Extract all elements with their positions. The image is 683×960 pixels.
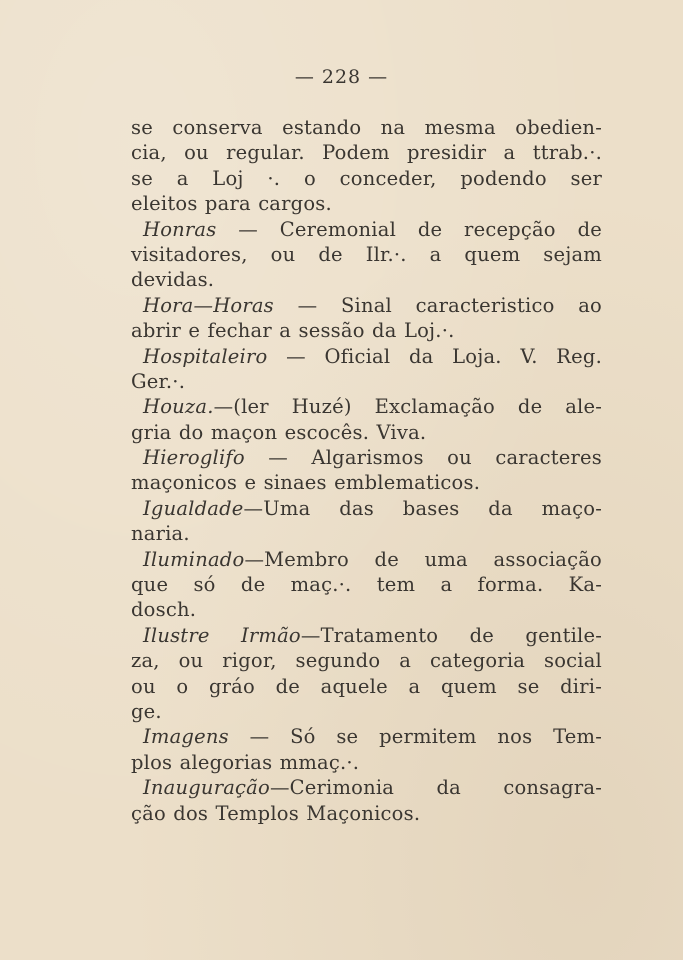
text-line	[131, 521, 602, 546]
glossary-entry-iluminado	[131, 547, 602, 572]
glossary-entry-igualdade	[131, 496, 602, 521]
line-text: dosch.	[131, 598, 197, 622]
entry-term: Hospitaleiro	[143, 344, 268, 368]
glossary-entry-honras	[131, 217, 602, 242]
text-line	[131, 648, 602, 673]
glossary-text	[131, 115, 602, 826]
line-text: — Oficial da Loja. V. Reg.	[267, 344, 602, 368]
line-text: Ger.·.	[131, 369, 186, 393]
text-line	[131, 267, 602, 292]
line-text: cia, ou regular. Podem presidir a ttrab.·.	[131, 141, 602, 165]
glossary-entry-imagens	[131, 724, 602, 749]
line-text: se conserva estando na mesma obedien-	[131, 116, 602, 139]
line-text: se a Loj ·. o conceder, podendo ser	[131, 166, 602, 190]
text-line	[131, 597, 602, 622]
page-number: — 228 —	[294, 66, 389, 88]
line-text: plos alegorias mmaç.·.	[131, 750, 360, 774]
line-text: abrir e fechar a sessão da Loj.·.	[131, 319, 455, 343]
text-line	[131, 115, 602, 140]
line-text: — Só se permitem nos Tem-	[228, 725, 602, 749]
line-text: —Tratamento de gentile-	[300, 623, 603, 647]
entry-term: Hieroglifo	[143, 446, 245, 470]
text-line	[131, 140, 602, 165]
text-line	[131, 470, 602, 495]
line-text: —Membro de uma associação	[244, 547, 602, 571]
line-text: — Ceremonial de recepção de	[216, 217, 602, 241]
text-line	[131, 369, 602, 394]
text-line	[131, 750, 602, 775]
entry-term: Igualdade	[143, 496, 244, 520]
line-text: — Algarismos ou caracteres	[244, 446, 602, 470]
glossary-entry-houza	[131, 394, 602, 419]
glossary-entry-hora-horas	[131, 293, 602, 318]
line-text: —Cerimonia da consagra-	[269, 776, 602, 800]
line-text: eleitos para cargos.	[131, 192, 332, 216]
entry-term: Iluminado	[143, 547, 245, 571]
text-line	[131, 166, 602, 191]
line-text: —(ler Huzé) Exclamação de ale-	[213, 395, 602, 419]
line-text: que só de maç.·. tem a forma. Ka-	[131, 573, 602, 597]
line-text: — Sinal caracteristico ao	[273, 293, 602, 317]
entry-term: Inauguração	[143, 776, 270, 800]
text-line	[131, 242, 602, 267]
line-text: ou o gráo de aquele a quem se diri-	[131, 674, 602, 698]
line-text: gria do maçon escocês. Viva.	[131, 420, 427, 444]
text-line	[131, 572, 602, 597]
line-text: naria.	[131, 522, 190, 546]
line-text: —Uma das bases da maço-	[243, 496, 602, 520]
entry-term: Hora—Horas	[143, 293, 274, 317]
entry-term: Houza.	[143, 395, 214, 419]
entry-term: Imagens	[143, 725, 229, 749]
line-text: ção dos Templos Maçonicos.	[131, 801, 421, 825]
glossary-entry-inauguracao	[131, 775, 602, 800]
line-text: devidas.	[131, 268, 215, 292]
glossary-entry-hieroglifo	[131, 445, 602, 470]
line-text: maçonicos e sinaes emblematicos.	[131, 471, 481, 495]
line-text: visitadores, ou de Ilr.·. a quem sejam	[131, 242, 602, 266]
glossary-entry-hospitaleiro	[131, 344, 602, 369]
text-line	[131, 801, 602, 826]
line-text: za, ou rigor, segundo a categoria social	[131, 649, 602, 673]
glossary-entry-ilustre-irmao	[131, 623, 602, 648]
entry-term: Ilustre Irmão	[143, 623, 301, 647]
line-text: ge.	[131, 699, 162, 723]
text-line	[131, 318, 602, 343]
text-line	[131, 420, 602, 445]
entry-term: Honras	[143, 217, 217, 241]
text-line	[131, 191, 602, 216]
text-line	[131, 674, 602, 699]
text-line	[131, 699, 602, 724]
